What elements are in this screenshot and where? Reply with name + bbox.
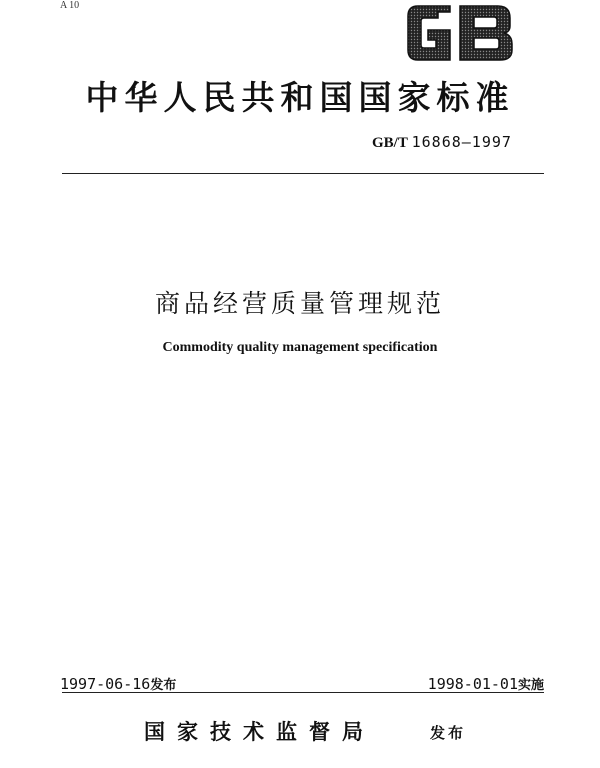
implement-date-value: 1998-01-01 <box>427 675 518 693</box>
issue-date-value: 1997-06-16 <box>60 675 151 693</box>
ics-code: A 10 <box>60 0 80 11</box>
publish-label: 发布 <box>430 724 467 742</box>
bottom-divider <box>62 692 544 693</box>
standard-number <box>372 133 512 152</box>
standard-number-prefix: GB/T <box>372 135 408 151</box>
implement-date-suffix: 实施 <box>517 678 544 693</box>
implement-date <box>428 674 544 693</box>
document-title-en: Commodity quality management specification <box>162 340 438 355</box>
gb-logo-icon <box>404 2 516 64</box>
standard-number-value: 16868—1997 <box>411 133 512 151</box>
issue-date <box>60 674 176 693</box>
top-divider <box>62 173 544 174</box>
issue-date-suffix: 发布 <box>150 678 177 693</box>
publisher: 国家技术监督局 <box>144 720 375 744</box>
standard-title: 中华人民共和国国家标准 <box>85 78 515 117</box>
document-title-cn: 商品经营质量管理规范 <box>154 289 445 318</box>
